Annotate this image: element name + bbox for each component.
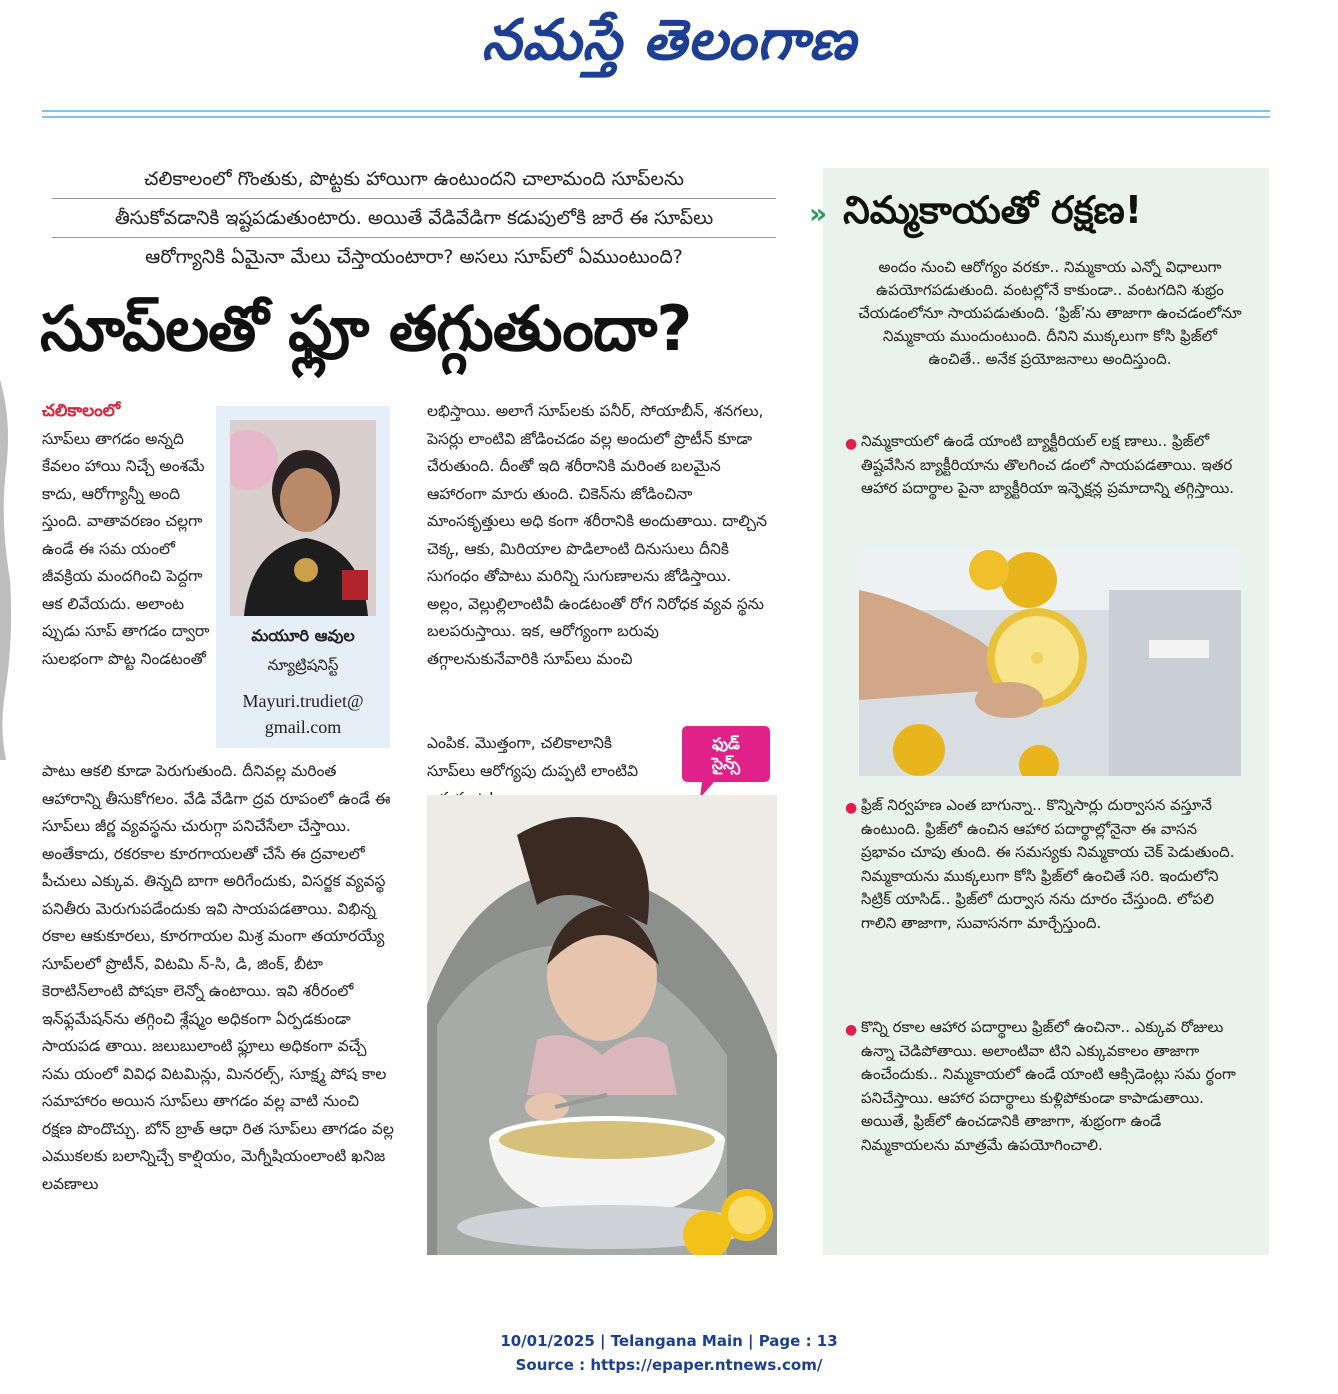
bullet-dot-icon: ● [845, 1022, 858, 1038]
footer-edition-info: 10/01/2025 | Telangana Main | Page : 13 [500, 1332, 838, 1350]
intro-line: చలికాలంలో గొంతుకు, పొట్టకు హాయిగా ఉంటుందని చాలామంది సూప్‌లను [52, 160, 776, 199]
sidebar-title-row [809, 188, 1269, 242]
author-role: న్యూట్రిషనిస్ట్ [267, 656, 339, 674]
article-kicker: చలికాలంలో [42, 401, 121, 421]
author-email-line: gmail.com [264, 717, 342, 737]
sidebar-bullet-text: ఫ్రిజ్ నిర్వహణ ఎంత బాగున్నా.. కొన్నిసార్లు దుర్వాసన వస్తూనే ఉంటుంది. ఫ్రిజ్‌లో ఉంచిన ఆహార పదార్థాల్లోనైనా ఈ వాసన ప్రభావం చూపు తుంది. ఈ సమస్యకు నిమ్మకాయ చెక్ పెడుతుంది. నిమ్మకాయను ముక్కలుగా కోసి ఫ్రిజ్‌లో ఉంచితే సరి. ఇందులోని సిట్రిక్ యాసిడ్.. ఫ్రిజ్‌లో దుర్వాస నను దూరం చేస్తుంది. లోపలి గాలిని తాజాగా, సువాసనగా మార్చేస్తుంది. [861, 796, 1235, 932]
page-edge-shadow [0, 380, 14, 760]
sidebar-bullet [845, 430, 1245, 501]
author-email [216, 688, 390, 740]
author-name: మయూరి ఆవుల [251, 626, 355, 645]
woman-with-soup-photo [427, 795, 777, 1255]
bullet-dot-icon: ● [845, 436, 858, 452]
author-box [216, 406, 390, 748]
footer-source: Source : https://epaper.ntnews.com/ [515, 1356, 823, 1374]
sidebar-bullet-text: కొన్ని రకాల ఆహార పదార్థాలు ఫ్రిజ్‌లో ఉంచినా.. ఎక్కువ రోజులు ఉన్నా చెడిపోతాయి. అలాంటివా టిని ఎక్కువకాలం తాజాగా ఉంచేందుకు.. నిమ్మకాయలో ఉండే యాంటి ఆక్సిడెంట్లు సమ ర్థంగా పనిచేస్తాయి. ఆహార పదార్థాలు కుళ్లిపోకుండా కాపాడుతాయి. అయితే, ఫ్రిజ్‌లో ఉంచడానికి తాజాగా, శుభ్రంగా ఉండే నిమ్మకాయలను మాత్రమే ఉపయోగించాలి. [861, 1018, 1236, 1154]
badge-line: సైన్స్ [711, 754, 741, 773]
article-column-2: లభిస్తాయి. అలాగే సూప్‌లకు పనీర్, సోయాబీన్, శనగలు, పెసర్లు లాంటివి జోడించడం వల్ల అందులో ప్రొటీన్ కూడా చేరుతుంది. దీంతో ఇది శరీరానికి మరింత బలమైన ఆహారంగా మారు తుంది. చికెన్‌ను జోడించినా మాంసకృత్తులు అధి కంగా శరీరానికి అందుతాయి. దాల్చిన చెక్క, ఆకు, మిరియాల పొడిలాంటి దినుసులు దీనికి సుగంధం తోపాటు మరిన్ని సుగుణాలను జోడిస్తాయి. అల్లం, వెల్లుల్లిలాంటివీ ఉండటంతో రోగ నిరోధక వ్యవ స్థను బలపరుస్తాయి. ఇక, ఆరోగ్యంగా బరువు తగ్గాలనుకునేవారికి సూప్‌లు మంచి [427, 402, 767, 668]
article-column-1-top [42, 398, 212, 673]
sidebar-bullet [845, 794, 1245, 935]
masthead-rule-bottom [42, 116, 1270, 118]
masthead-rule-top [42, 110, 1270, 112]
badge-line: ఫుడ్ [712, 734, 740, 753]
article-headline: సూప్‌లతో ఫ్లూ తగ్గుతుందా? [40, 292, 692, 365]
intro-line: ఆరోగ్యానికి ఏమైనా మేలు చేస్తాయంటారా? అసలు సూప్‌లో ఏముంటుంది? [145, 246, 683, 268]
sidebar-intro: అందం నుంచి ఆరోగ్యం వరకూ.. నిమ్మకాయ ఎన్నో విధాలుగా ఉపయోగపడుతుంది. వంటల్లోనే కాకుండా.. వంటగదిని శుభ్రం చేయడంలోనూ సాయపడుతుంది. ‘ఫ్రిజ్’ను తాజాగా ఉంచడంలోనూ నిమ్మకాయ ముందుంటుంది. దీనిని ముక్కలుగా కోసి ఫ్రిజ్‌లో ఉంచితే.. అనేక ప్రయోజనాలు అందిస్తుంది. [858, 258, 1242, 368]
sidebar-title: నిమ్మకాయతో రక్షణ! [843, 188, 1143, 232]
newspaper-masthead: నమస్తే తెలంగాణ [481, 8, 857, 73]
article-column-1-bottom: పాటు ఆకలి కూడా పెరుగుతుంది. దీనివల్ల మరింత ఆహారాన్ని తీసుకోగలం. వేడి వేడిగా ద్రవ రూపంలో ఉండే ఈ సూప్‌లు జీర్ణ వ్యవస్థను చురుగ్గా పనిచేసేలా చేస్తాయి. అంతేకాదు, రకరకాల కూరగాయలతో చేసే ఈ ద్రవాలలో పీచులు ఎక్కువ. తిన్నది బాగా అరిగేందుకు, విసర్జక వ్యవస్థ పనితీరు మెరుగుపడేందుకు ఇవి సాయపడతాయి. విభిన్న రకాల ఆకుకూరలు, కూరగాయల మిశ్ర మంగా తయారయ్యే సూప్‌లలో ప్రొటీన్, విటమి న్-సి, డి, జింక్, బీటా కెరాటిన్‌లాంటి పోషకా లెన్నో ఉంటాయి. ఇవి శరీరంలో ఇన్‌ఫ్లమేషన్‌ను తగ్గించి శ్లేష్మం అధికంగా ఏర్పడకుండా సాయపడ తాయి. జలుబులాంటి ఫ్లూలు అధికంగా వచ్చే సమ యంలో వివిధ విటమిన్లు, మినరల్స్, సూక్ష్మ పోష కాల సమాహారం అయిన సూప్‌లు తాగడం వల్ల వాటి నుంచి రక్షణ పొందొచ్చు. బోన్ బ్రాత్ ఆధా రిత సూప్‌లు తాగడం వల్ల ఎముకలకు బలాన్నిచ్చే కాల్షియం, మెగ్నీషియంలాంటి ఖనిజ లవణాలు [42, 762, 394, 1193]
article-intro [52, 160, 776, 276]
double-chevron-icon: » [809, 197, 828, 230]
article-text: సూప్‌లు తాగడం అన్నది కేవలం హాయి నిచ్చే అంశమే కాదు, ఆరోగ్యాన్నీ అంది స్తుంది. వాతావరణం చల్లగా ఉండే ఈ సమ యంలో జీవక్రియ మందగించి పెద్దగా ఆక లివేయదు. అలాంట ప్పుడు సూప్ తాగడం ద్వారా సులభంగా పొట్ట నిండటంతో [42, 429, 210, 668]
food-science-badge [678, 720, 774, 804]
sidebar-bullet-text: నిమ్మకాయలో ఉండే యాంటి బ్యాక్టీరియల్ లక్ష ణాలు.. ఫ్రిజ్‌లో తిష్టవేసిన బ్యాక్టీరియాను తొలగించ డంలో సాయపడతాయి. ఇతర ఆహార పదార్థాల పైనా బ్యాక్టీరియా ఇన్ఫెక్షన్ల ప్రమాదాన్ని తగ్గిస్తాయి. [861, 432, 1235, 497]
sidebar-box [809, 168, 1269, 1255]
bullet-dot-icon: ● [845, 800, 858, 816]
sidebar-bullet [845, 1016, 1245, 1157]
lemon-in-fridge-photo [859, 550, 1241, 776]
article-column-2-end: ఎంపిక. మొత్తంగా, చలికాలానికి సూప్‌లు ఆరోగ్యపు దుప్పటి లాంటివి [427, 734, 639, 780]
author-email-line: Mayuri.trudiet@ [242, 691, 364, 711]
intro-line: తీసుకోవడానికి ఇష్టపడుతుంటారు. అయితే వేడివేడిగా కడుపులోకి జారే ఈ సూప్‌లు [52, 199, 776, 238]
author-photo [230, 420, 376, 616]
